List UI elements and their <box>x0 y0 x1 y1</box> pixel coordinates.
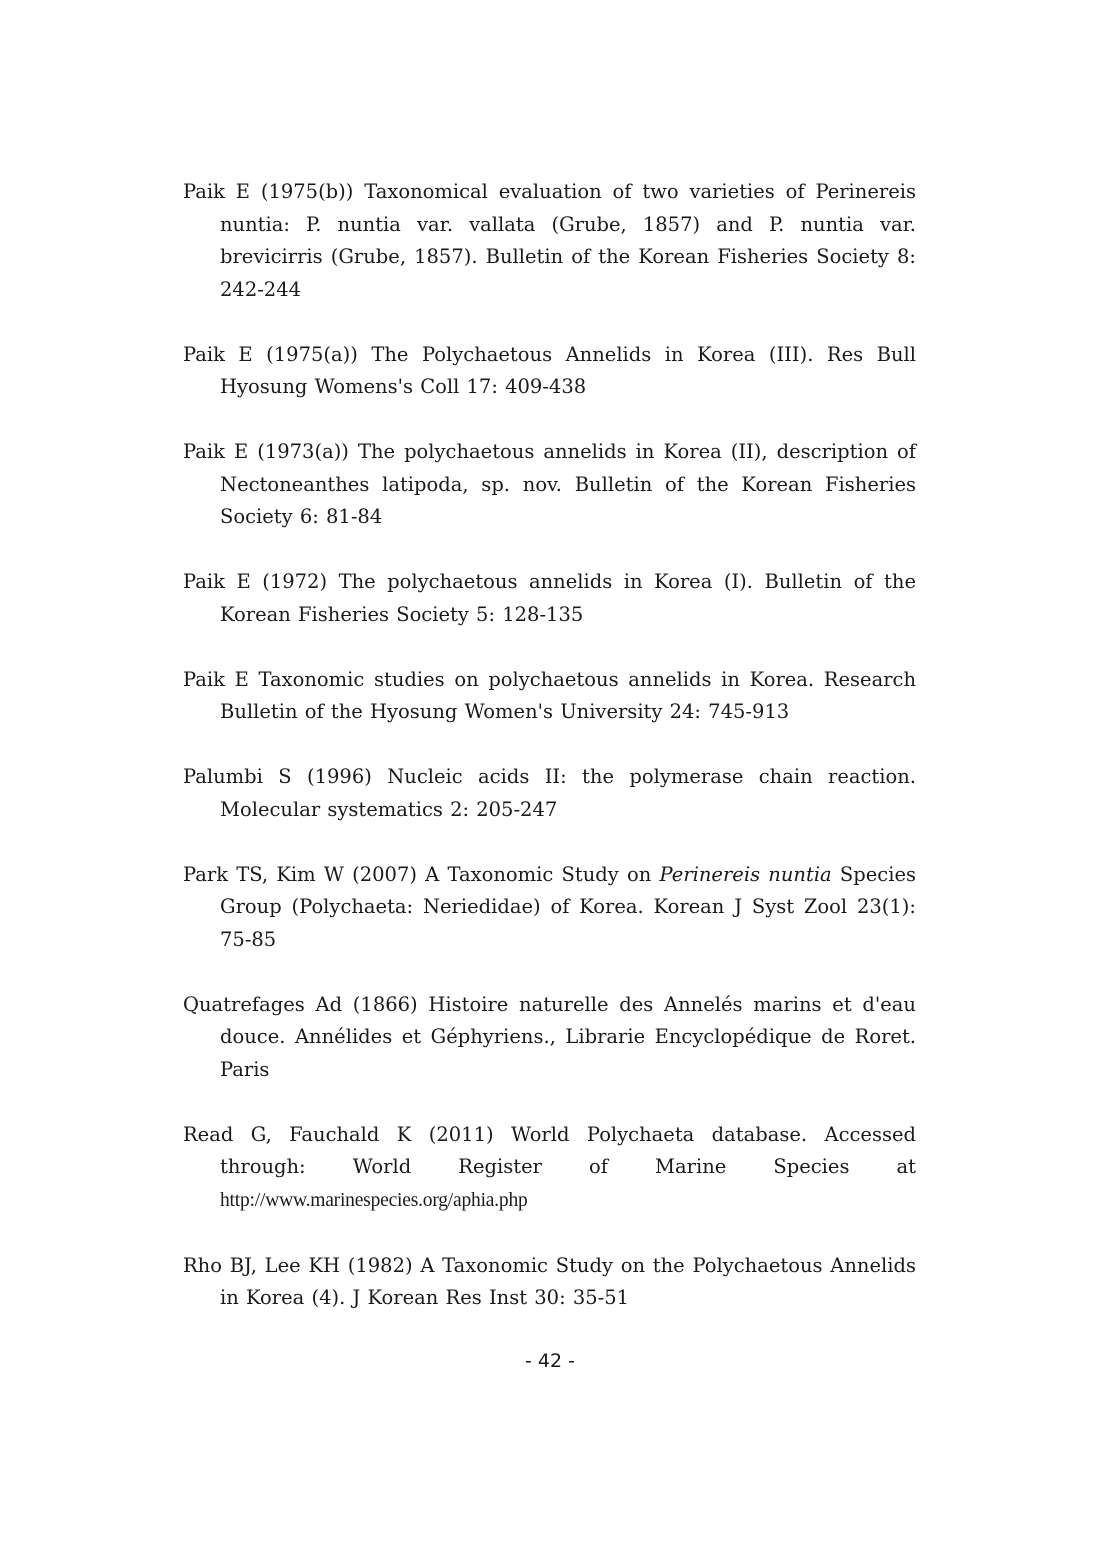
reference-park-kim-2007 <box>183 859 916 957</box>
reference-text-after: Species Group (Polychaeta: Neriedidae) of Korea. Korean J Syst Zool 23(1): 75-85 <box>220 862 916 951</box>
reference-text-before: Read G, Fauchald K (2011) World Polychaeta database. Accessed through: World Register of Marine Species at <box>183 1122 916 1178</box>
reference-paik-1975b: Paik E (1975(b)) Taxonomical evaluation of two varieties of Perinereis nuntia: P. nuntia var. vallata (Grube, 1857) and P. nuntia var. brevicirris (Grube, 1857). Bulletin of the Korean Fisheries Society 8: 242-244 <box>183 180 916 301</box>
reference-text-before: Park TS, Kim W (2007) A Taxonomic Study on <box>183 862 660 886</box>
reference-paik-1973a: Paik E (1973(a)) The polychaetous annelids in Korea (II), description of Nectoneanthes latipoda, sp. nov. Bulletin of the Korean Fisheries Society 6: 81-84 <box>183 440 916 528</box>
reference-palumbi-1996: Palumbi S (1996) Nucleic acids II: the polymerase chain reaction. Molecular systematics 2: 205-247 <box>183 765 916 821</box>
reference-quatrefages-1866: Quatrefages Ad (1866) Histoire naturelle des Annelés marins et d'eau douce. Annélides et Géphyriens., Librarie Encyclopédique de Roret. Paris <box>183 992 916 1081</box>
reference-rho-lee-1982: Rho BJ, Lee KH (1982) A Taxonomic Study on the Polychaetous Annelids in Korea (4). J Korean Res Inst 30: 35-51 <box>183 1253 916 1309</box>
page-number: - 42 - <box>525 1350 575 1372</box>
reference-paik-1972: Paik E (1972) The polychaetous annelids in Korea (I). Bulletin of the Korean Fisheries Society 5: 128-135 <box>183 570 916 626</box>
reference-read-fauchald-2011 <box>183 1119 916 1218</box>
species-name: Perinereis nuntia <box>659 862 832 886</box>
reference-list <box>183 176 916 1347</box>
reference-paik-1975a: Paik E (1975(a)) The Polychaetous Annelids in Korea (III). Res Bull Hyosung Womens's Coll 17: 409-438 <box>183 342 916 398</box>
reference-url: http://www.marinespecies.org/aphia.php <box>220 1189 528 1211</box>
reference-paik-taxonomic-studies: Paik E Taxonomic studies on polychaetous annelids in Korea. Research Bulletin of the Hyosung Women's University 24: 745-913 <box>183 667 916 723</box>
